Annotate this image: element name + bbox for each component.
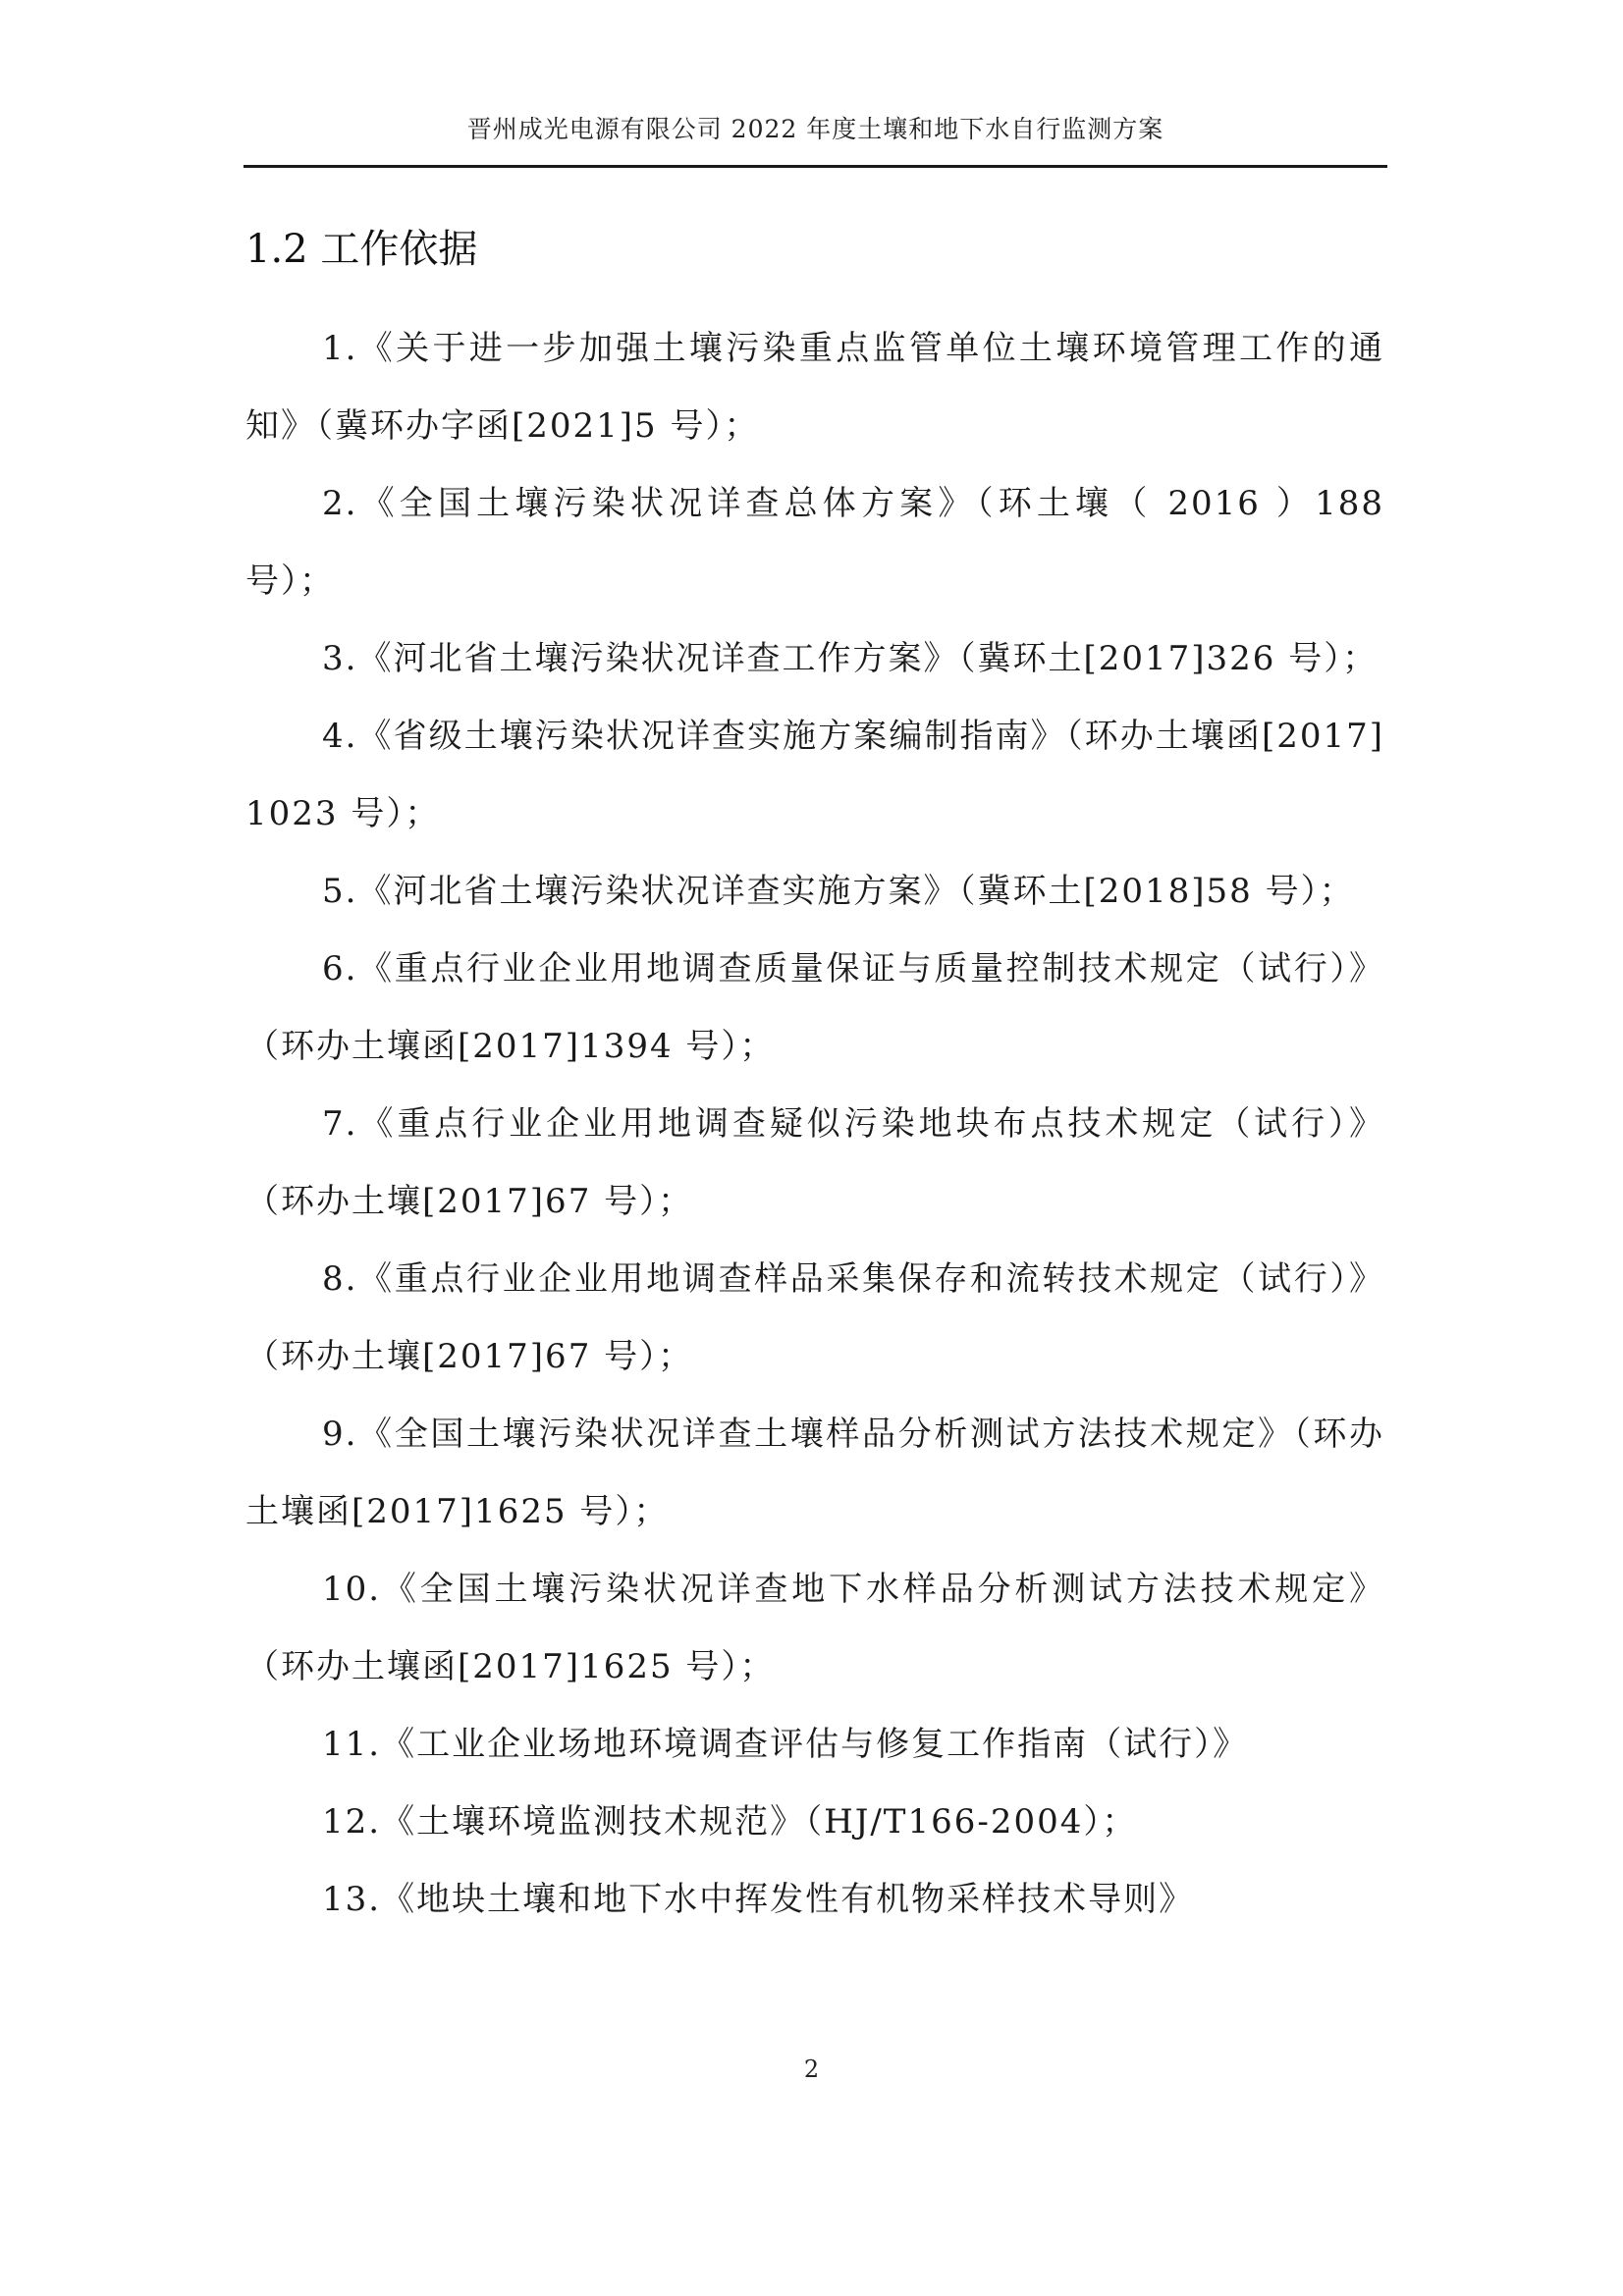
reference-item: 1.《关于进一步加强土壤污染重点监管单位土壤环境管理工作的通知》（冀环办字函[2021]5 号）；: [245, 329, 1384, 446]
reference-item: 4.《省级土壤污染状况详查实施方案编制指南》（环办土壤函[2017]1023 号）；: [245, 717, 1384, 833]
reference-item: 3.《河北省土壤污染状况详查工作方案》（冀环土[2017]326 号）；: [322, 639, 1379, 678]
header-rule: [243, 165, 1387, 168]
running-header: 晋州成光电源有限公司 2022 年度土壤和地下水自行监测方案: [466, 115, 1164, 143]
section-title: 1.2 工作依据: [245, 227, 478, 272]
reference-list: [245, 310, 1384, 1939]
reference-item: 8.《重点行业企业用地调查样品采集保存和流转技术规定（试行）》（环办土壤[2017]67 号）；: [245, 1259, 1384, 1376]
page-number: 2: [803, 2056, 820, 2083]
reference-item: 5.《河北省土壤污染状况详查实施方案》（冀环土[2018]58 号）；: [322, 872, 1355, 911]
reference-item: 12.《土壤环境监测技术规范》（HJ/T166-2004）；: [322, 1802, 1138, 1842]
reference-item: 11.《工业企业场地环境调查评估与修复工作指南（试行）》: [322, 1725, 1249, 1764]
reference-item: 10.《全国土壤污染状况详查地下水样品分析测试方法技术规定》（环办土壤函[2017]1625 号）；: [245, 1570, 1384, 1686]
reference-item: 6.《重点行业企业用地调查质量保证与质量控制技术规定（试行）》（环办土壤函[2017]1394 号）；: [245, 949, 1384, 1066]
reference-item: 9.《全国土壤污染状况详查土壤样品分析测试方法技术规定》（环办土壤函[2017]1625 号）；: [245, 1415, 1384, 1531]
reference-item: 13.《地块土壤和地下水中挥发性有机物采样技术导则》: [322, 1880, 1195, 1919]
reference-item: 2.《全国土壤污染状况详查总体方案》（环土壤（ 2016 ）188 号）；: [245, 484, 1384, 601]
reference-item: 7.《重点行业企业用地调查疑似污染地块布点技术规定（试行）》（环办土壤[2017]67 号）；: [245, 1104, 1384, 1221]
